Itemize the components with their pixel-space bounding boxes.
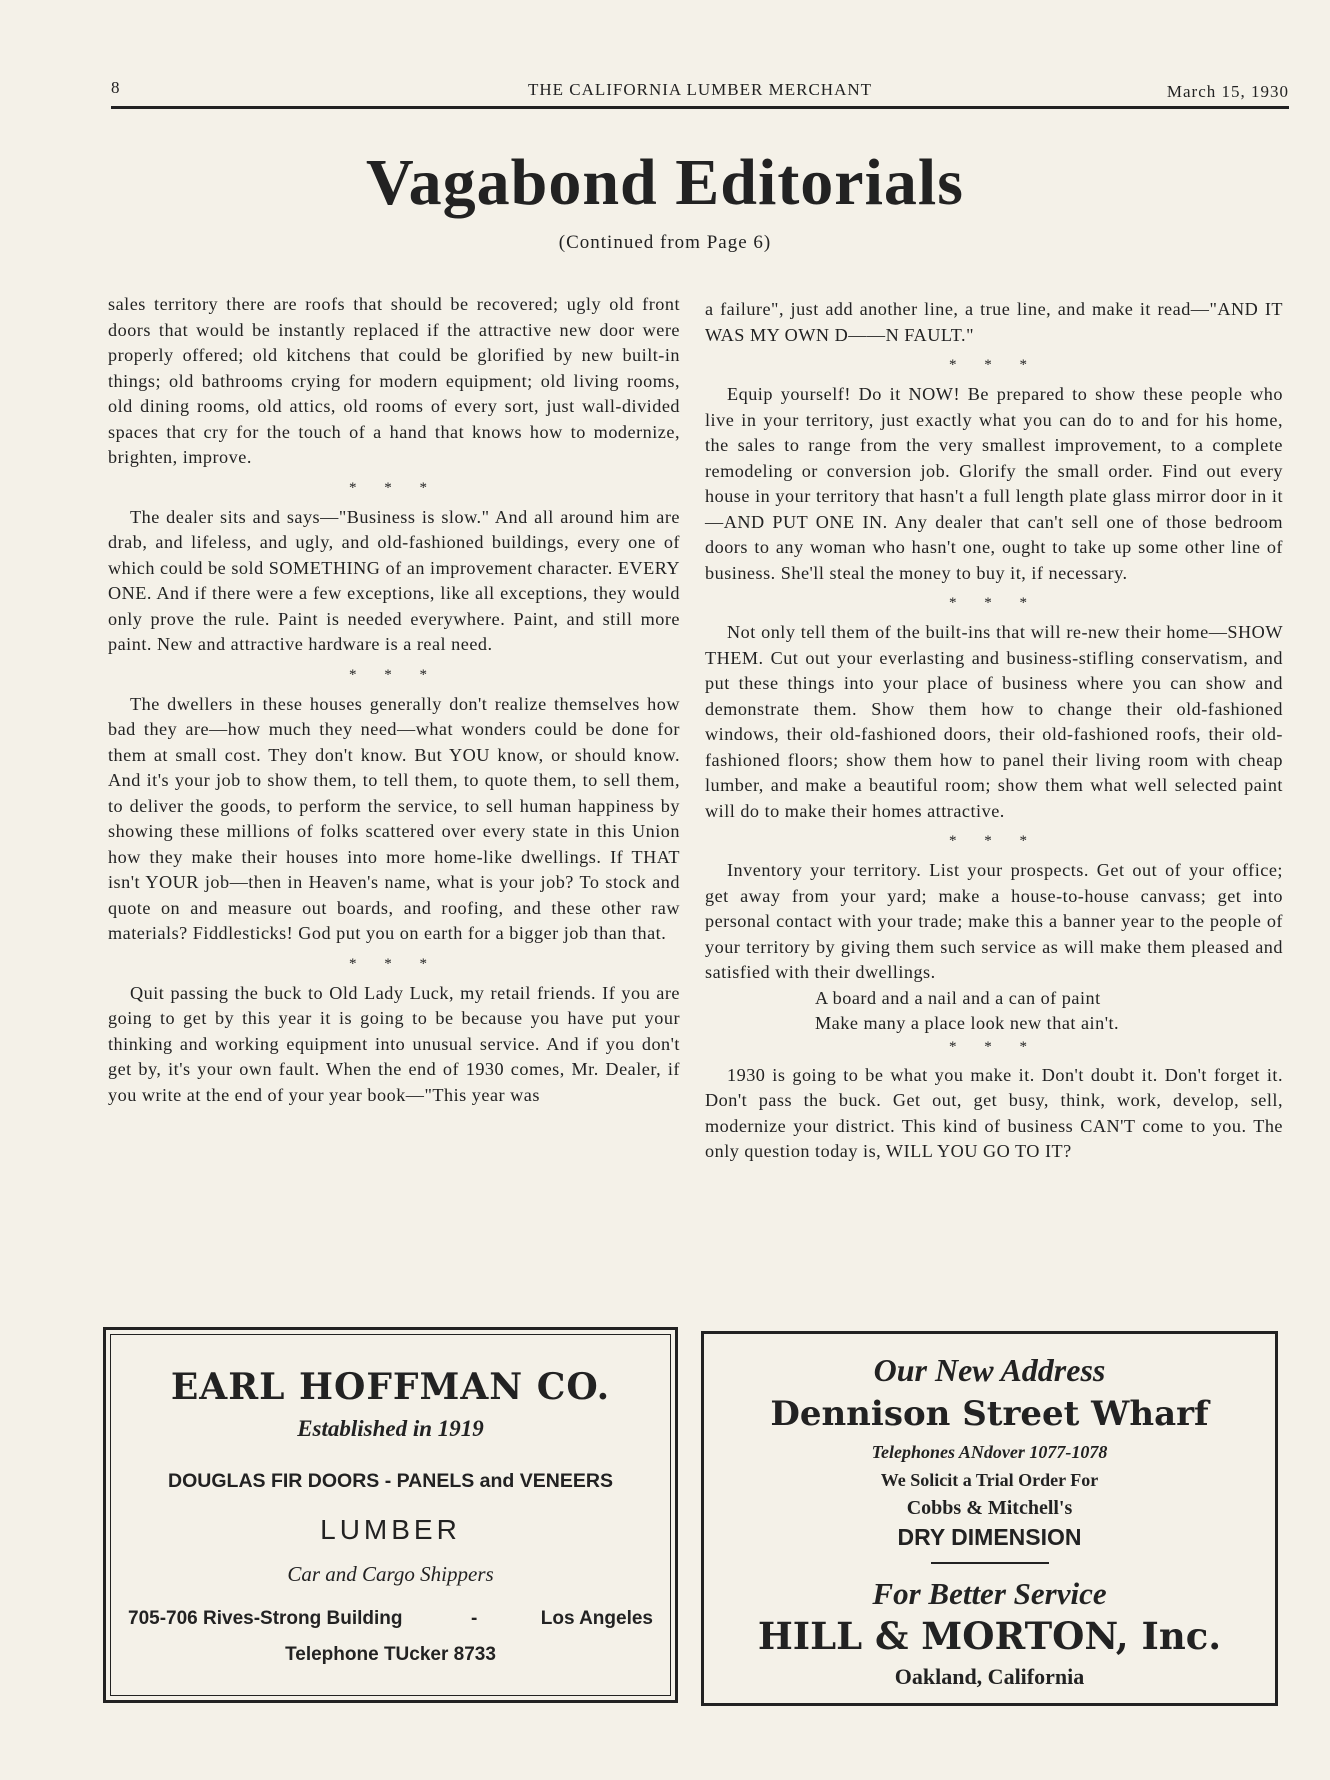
section-divider: * * * <box>349 955 439 972</box>
building: 705-706 Rives-Strong Building <box>128 1608 403 1629</box>
location: Oakland, California <box>894 1664 1085 1689</box>
section-divider: * * * <box>349 479 439 496</box>
section-divider: * * * <box>949 357 1039 373</box>
paragraph: 1930 is going to be what you make it. Don't doubt it. Don't forget it. Don't pass the buck. Get out, get busy, think, work, develop, sell, modernize your district. This kind of business CAN'T come to you. The only question today is, WILL YOU GO TO IT? <box>705 1064 1283 1161</box>
city: Los Angeles <box>540 1608 653 1629</box>
shippers: Car and Cargo Shippers <box>287 1562 494 1586</box>
section-divider: * * * <box>949 1038 1039 1055</box>
paragraph: Equip yourself! Do it NOW! Be prepared to show these people who live in your territory, just exactly what you can do to and for his home, the sales to range from the very smallest improvement, to a complete remodeling or conversion job. Glorify the small order. Find out every house in your territory that hasn't a full length plate glass mirror door in it—AND PUT ONE IN. Any dealer that can't sell one of those bedroom doors to any woman who hasn't one, ought to take up some other line of business. She'll steal the money to buy it, if necessary. <box>705 384 1283 583</box>
verse-line: Make many a place look new that ain't. <box>815 1013 1120 1033</box>
paragraph: Not only tell them of the built-ins that will re-new their home—SHOW THEM. Cut out your everlasting and business-stifling conservatism, and put these things into your place of business where you can show and demonstrate them. Show them how to change their old-fashioned windows, their old-fashioned doors, their old-fashioned roofs, their old-fashioned floors; show them how to panel their living room with cheap lumber, and make a beautiful room; show them what well selected paint will do to make their homes attractive. <box>705 622 1283 821</box>
ad-headline: Our New Address <box>873 1352 1106 1388</box>
paragraph: sales territory there are roofs that should be recovered; ugly old front doors that would be instantly replaced if the attractive new door were properly offered; old kitchens that could be glorified by new built-in things; old bathrooms crying for modern equipment; old living rooms, old dining rooms, old attics, old rooms of every sort, just wall-divided spaces that cry for the touch of a hand that knows how to modernize, brighten, improve. <box>108 294 680 467</box>
cobbs-mitchell: Cobbs & Mitchell's <box>906 1497 1073 1519</box>
issue-date: March 15, 1930 <box>1166 82 1289 101</box>
paragraph: The dwellers in these houses generally don't realize themselves how bad they are—how much they need—what wonders could be done for them at small cost. They don't know. But YOU know, or should know. And it's your job to show them, to tell them, to quote them, to sell them, to deliver the goods, to perform the service, to sell human happiness by showing these millions of folks scattered over every state in this Union how they make their houses into more home-like dwellings. If THAT isn't YOUR job—then in Heaven's name, what is your job? To stock and quote on and measure out boards, and roofing, and these other raw materials? Fiddlesticks! God put you on earth for a bigger job than that. <box>108 693 680 943</box>
better-service: For Better Service <box>872 1576 1107 1611</box>
page-number: 8 <box>111 78 121 97</box>
dash: - <box>471 1608 478 1629</box>
products: DOUGLAS FIR DOORS - PANELS and VENEERS <box>168 1470 613 1492</box>
article-title: Vagabond Editorials <box>366 146 964 219</box>
paragraph: Inventory your territory. List your prospects. Get out of your office; get away from your yard; make a house-to-house canvass; get into personal contact with your trade; make this a banner year to the people of your territory by giving them such service as will make them pleased and satisfied with their dwellings. <box>705 860 1283 982</box>
solicit-line: We Solicit a Trial Order For <box>880 1470 1099 1490</box>
company-name: EARL HOFFMAN CO. <box>170 1366 611 1408</box>
company-name: HILL & MORTON, Inc. <box>757 1614 1222 1658</box>
paragraph: a failure", just add another line, a true line, and make it read—"AND IT WAS MY OWN D——N FAULT." <box>705 299 1283 345</box>
lumber-heading: LUMBER <box>320 1514 461 1545</box>
telephones: Telephones ANdover 1077-1078 <box>871 1442 1108 1462</box>
masthead: THE CALIFORNIA LUMBER MERCHANT <box>527 80 873 99</box>
wharf-address: Dennison Street Wharf <box>770 1394 1209 1434</box>
continued-note: (Continued from Page 6) <box>558 232 772 253</box>
verse-line: A board and a nail and a can of paint <box>815 987 1101 1008</box>
article-column-right <box>705 297 1283 1165</box>
paragraph: Quit passing the buck to Old Lady Luck, my retail friends. If you are going to get by this year it is going to be because you have put your thinking and working equipment into unusual service. And if you don't get by, it's your own fault. When the end of 1930 comes, Mr. Dealer, if you write at the end of your year book—"This year was <box>108 982 680 1105</box>
article-column-left <box>108 292 680 1108</box>
telephone: Telephone TUcker 8733 <box>285 1644 496 1665</box>
page-header <box>111 78 1289 109</box>
section-divider: * * * <box>949 595 1039 611</box>
divider-rule <box>931 1562 1049 1564</box>
section-divider: * * * <box>949 833 1039 849</box>
established: Established in 1919 <box>297 1416 484 1441</box>
advertisement-hill-morton <box>701 1331 1278 1706</box>
advertisement-hoffman <box>103 1327 678 1703</box>
paragraph: The dealer sits and says—"Business is slow." And all around him are drab, and lifeless, and ugly, and old-fashioned buildings, every one of which could be sold SOMETHING of an improvement character. EVERY ONE. And if there were a few exceptions, like all exceptions, they would only prove the rule. Paint is needed everywhere. Paint, and still more paint. New and attractive hardware is a real need. <box>108 506 680 654</box>
section-divider: * * * <box>349 666 439 683</box>
dry-dimension: DRY DIMENSION <box>897 1524 1082 1550</box>
